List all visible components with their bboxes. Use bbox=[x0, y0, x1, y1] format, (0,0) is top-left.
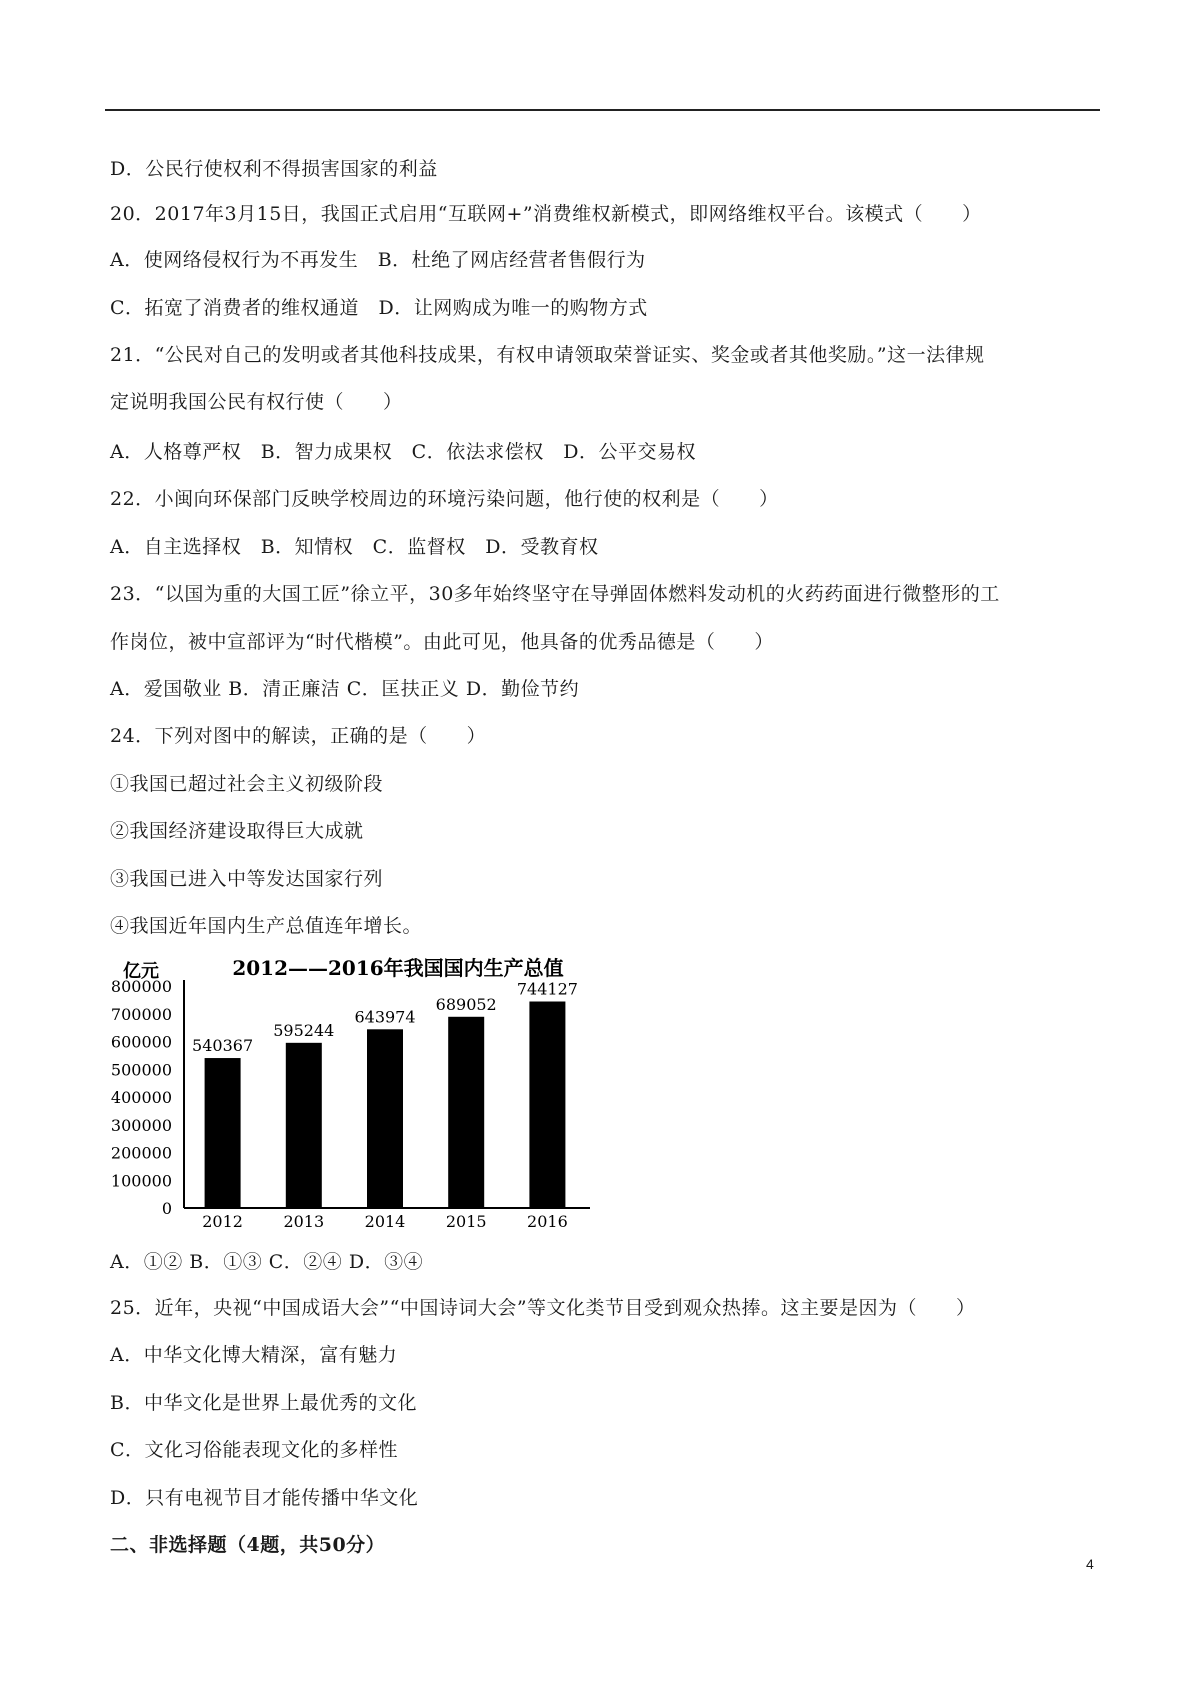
y-tick-label: 400000 bbox=[110, 1088, 172, 1107]
options-20-ab: A．使网络侵权行为不再发生 B．杜绝了网店经营者售假行为 bbox=[110, 249, 646, 271]
bar-value-label: 540367 bbox=[192, 1036, 254, 1056]
statement-3: ③我国已进入中等发达国家行列 bbox=[110, 868, 384, 890]
bar-2012 bbox=[205, 1058, 241, 1208]
section-heading: 二、非选择题（4题，共50分） bbox=[110, 1534, 386, 1556]
x-tick-label: 2015 bbox=[445, 1212, 487, 1230]
gdp-bar-chart bbox=[108, 948, 594, 1230]
y-tick-label: 200000 bbox=[110, 1143, 172, 1163]
y-tick-label: 800000 bbox=[110, 977, 172, 996]
gdp-chart-svg bbox=[108, 948, 594, 1230]
question-20: 20．2017年3月15日，我国正式启用“互联网+”消费维权新模式，即网络维权平台。该模式（ ） bbox=[110, 203, 982, 225]
header-rule bbox=[105, 109, 1100, 111]
statement-4: ④我国近年国内生产总值连年增长。 bbox=[110, 915, 423, 937]
option-25-c: C．文化习俗能表现文化的多样性 bbox=[110, 1439, 399, 1461]
options-21: A．人格尊严权 B．智力成果权 C．依法求偿权 D．公平交易权 bbox=[110, 441, 696, 463]
question-22: 22．小闽向环保部门反映学校周边的环境污染问题，他行使的权利是（ ） bbox=[110, 488, 779, 510]
options-23: A．爱国敬业 B．清正廉洁 C．匡扶正义 D．勤俭节约 bbox=[110, 678, 580, 700]
options-22: A．自主选择权 B．知情权 C．监督权 D．受教育权 bbox=[110, 536, 599, 558]
y-axis-unit: 亿元 bbox=[123, 961, 159, 982]
question-23-line2: 作岗位，被中宣部评为“时代楷模”。由此可见，他具备的优秀品德是（ ） bbox=[110, 631, 774, 653]
y-tick-label: 0 bbox=[161, 1199, 172, 1218]
x-tick-label: 2012 bbox=[202, 1212, 243, 1230]
y-tick-label: 300000 bbox=[110, 1115, 172, 1135]
y-tick-label: 100000 bbox=[110, 1171, 172, 1191]
option-25-a: A．中华文化博大精深，富有魅力 bbox=[110, 1344, 398, 1366]
x-tick-label: 2013 bbox=[283, 1212, 325, 1230]
bar-value-label: 744127 bbox=[516, 979, 578, 999]
chart-title: 2012——2016年我国国内生产总值 bbox=[232, 956, 564, 980]
question-24: 24．下列对图中的解读，正确的是（ ） bbox=[110, 725, 487, 747]
question-21-line2: 定说明我国公民有权行使（ ） bbox=[110, 391, 403, 413]
page-number: 4 bbox=[1086, 1556, 1094, 1572]
question-23-line1: 23．“以国为重的大国工匠”徐立平，30多年始终坚守在导弹固体燃料发动机的火药药面进行微整形的工 bbox=[110, 583, 1000, 605]
x-tick-label: 2014 bbox=[364, 1212, 406, 1230]
option-25-d: D．只有电视节目才能传播中华文化 bbox=[110, 1487, 419, 1509]
y-tick-label: 500000 bbox=[110, 1060, 172, 1080]
y-tick-label: 700000 bbox=[110, 1004, 172, 1024]
bar-value-label: 643974 bbox=[354, 1007, 416, 1027]
bar-2014 bbox=[367, 1029, 403, 1208]
question-25: 25．近年，央视“中国成语大会”“中国诗词大会”等文化类节目受到观众热捧。这主要是因为（ ） bbox=[110, 1297, 976, 1319]
question-21-line1: 21．“公民对自己的发明或者其他科技成果，有权申请领取荣誉证实、奖金或者其他奖励。”这一法律规 bbox=[110, 344, 985, 366]
options-24: A．①② B．①③ C．②④ D．③④ bbox=[110, 1251, 424, 1273]
statement-1: ①我国已超过社会主义初级阶段 bbox=[110, 773, 384, 795]
option-19-d: D．公民行使权利不得损害国家的利益 bbox=[110, 158, 438, 180]
options-20-cd: C．拓宽了消费者的维权通道 D．让网购成为唯一的购物方式 bbox=[110, 297, 648, 319]
bar-2013 bbox=[286, 1043, 322, 1208]
x-tick-label: 2016 bbox=[527, 1212, 568, 1230]
bar-2016 bbox=[529, 1002, 565, 1208]
bar-value-label: 595244 bbox=[273, 1020, 335, 1040]
bar-2015 bbox=[448, 1017, 484, 1208]
bar-value-label: 689052 bbox=[435, 994, 497, 1014]
y-tick-label: 600000 bbox=[110, 1032, 172, 1052]
option-25-b: B．中华文化是世界上最优秀的文化 bbox=[110, 1392, 417, 1414]
statement-2: ②我国经济建设取得巨大成就 bbox=[110, 820, 364, 842]
